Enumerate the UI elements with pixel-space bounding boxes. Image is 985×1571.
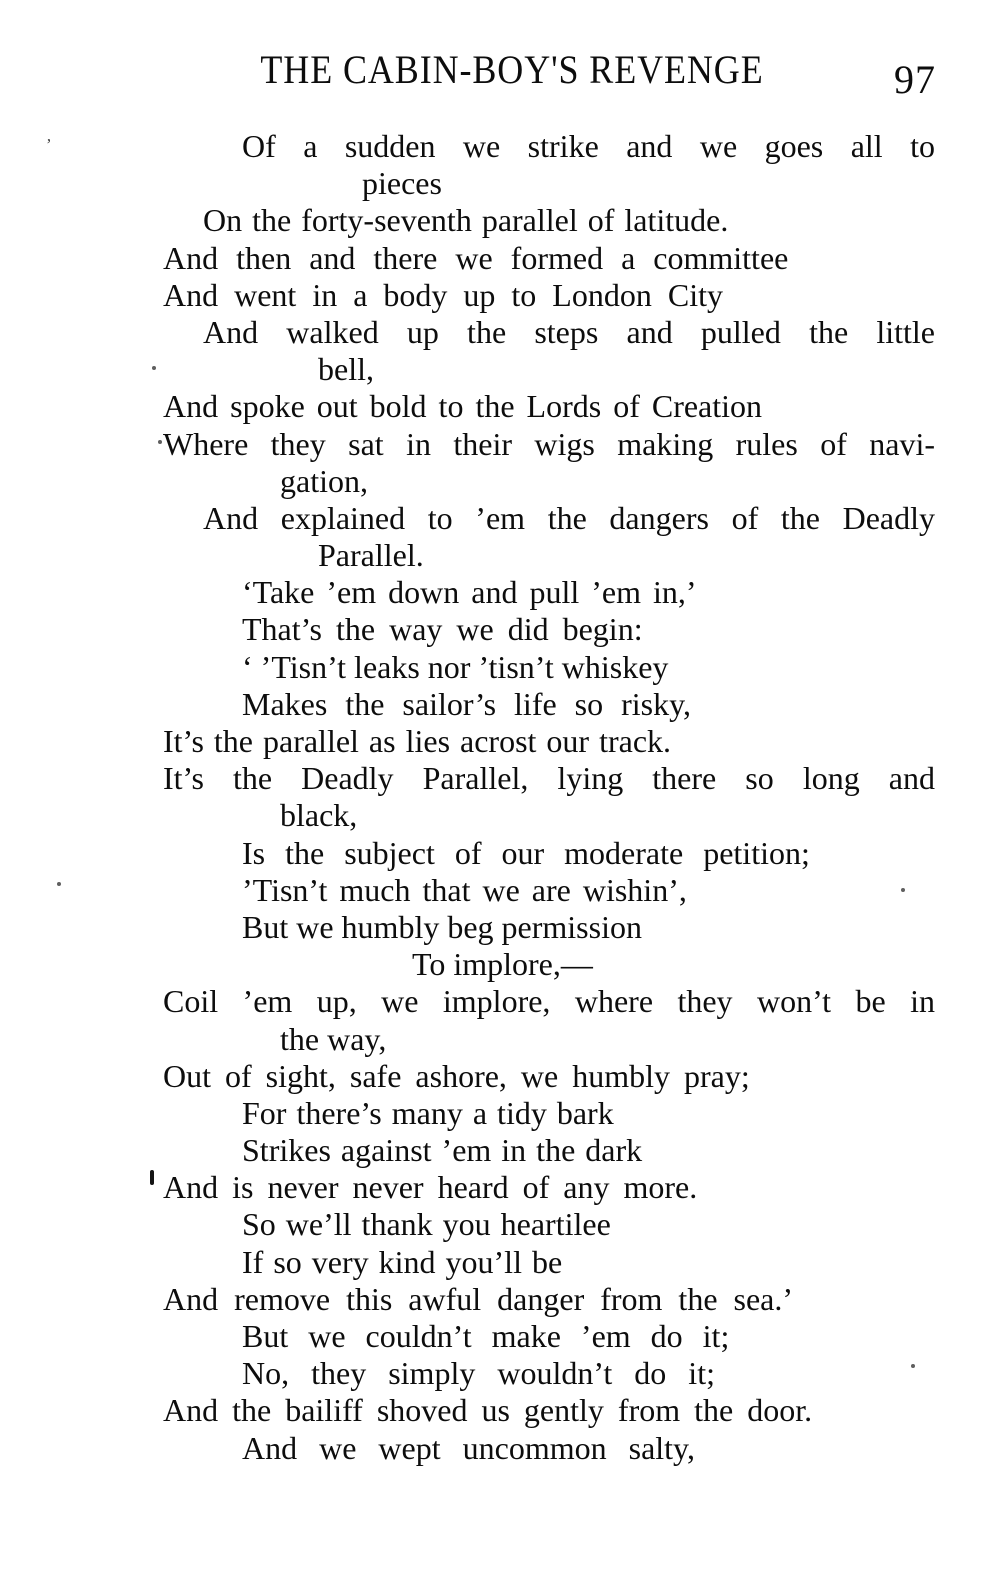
ink-speck [150,1170,154,1185]
poem-body [0,128,985,1467]
poem-line: ‘Take ’em down and pull ’em in,’ [242,574,697,611]
poem-line: gation, [280,462,368,499]
poem-line: So we’ll thank you heartilee [242,1206,611,1243]
poem-line: And then and there we formed a committee [163,239,789,276]
poem-line: And the bailiff shoved us gently from the door. [163,1392,813,1429]
poem-line: And remove this awful danger from the sea.’ [163,1280,794,1317]
poem-line: And spoke out bold to the Lords of Creation [163,388,763,425]
poem-line: For there’s many a tidy bark [242,1094,614,1131]
poem-line: Where they sat in their wigs making rules of navi- [163,425,935,462]
poem-line: Is the subject of our moderate petition; [242,834,810,871]
poem-line: Parallel. [318,537,424,574]
ink-speck [152,366,156,370]
ink-speck [911,1364,915,1368]
poem-line: And walked up the steps and pulled the little [203,313,935,350]
poem-line: It’s the parallel as lies acrost our track. [163,723,672,759]
poem-line: If so very kind you’ll be [242,1243,563,1280]
page-number: 97 [894,57,936,102]
poem-line: And explained to ’em the dangers of the Deadly [203,499,935,536]
poem-line: ’Tisn’t much that we are wishin’, [242,871,687,908]
poem-line: It’s the Deadly Parallel, lying there so long and [163,760,935,797]
poem-line: Strikes against ’em in the dark [242,1132,643,1169]
poem-line: Makes the sailor’s life so risky, [242,685,692,722]
poem-line: pieces [362,165,442,202]
poem-line: And we wept uncommon salty, [242,1429,695,1466]
poem-line: And is never never heard of any more. [163,1169,698,1206]
poem-line: black, [280,797,358,834]
poem-line: On the forty-seventh parallel of latitude. [203,202,729,239]
poem-line: No, they simply wouldn’t do it; [242,1355,715,1392]
poem-line: And went in a body up to London City [163,276,723,313]
ink-speck: ’ [46,135,52,154]
poem-line: That’s the way we did begin: [242,611,643,648]
poem-line: To implore,— [412,946,593,983]
poem-line: bell, [318,351,374,388]
ink-speck [57,882,61,886]
poem-line: But we humbly beg permission [242,908,642,945]
poem-line: But we couldn’t make ’em do it; [242,1318,730,1354]
poem-line: Of a sudden we strike and we goes all to [242,128,935,164]
page-title: THE CABIN-BOY'S REVENGE [260,47,764,92]
ink-speck [901,888,905,892]
poem-line: the way, [280,1020,387,1057]
poem-line: ‘ ’Tisn’t leaks nor ’tisn’t whiskey [242,648,669,685]
ink-speck [158,440,162,444]
poem-line: Out of sight, safe ashore, we humbly pray; [163,1057,750,1094]
poem-line: Coil ’em up, we implore, where they won’t be in [163,983,935,1020]
